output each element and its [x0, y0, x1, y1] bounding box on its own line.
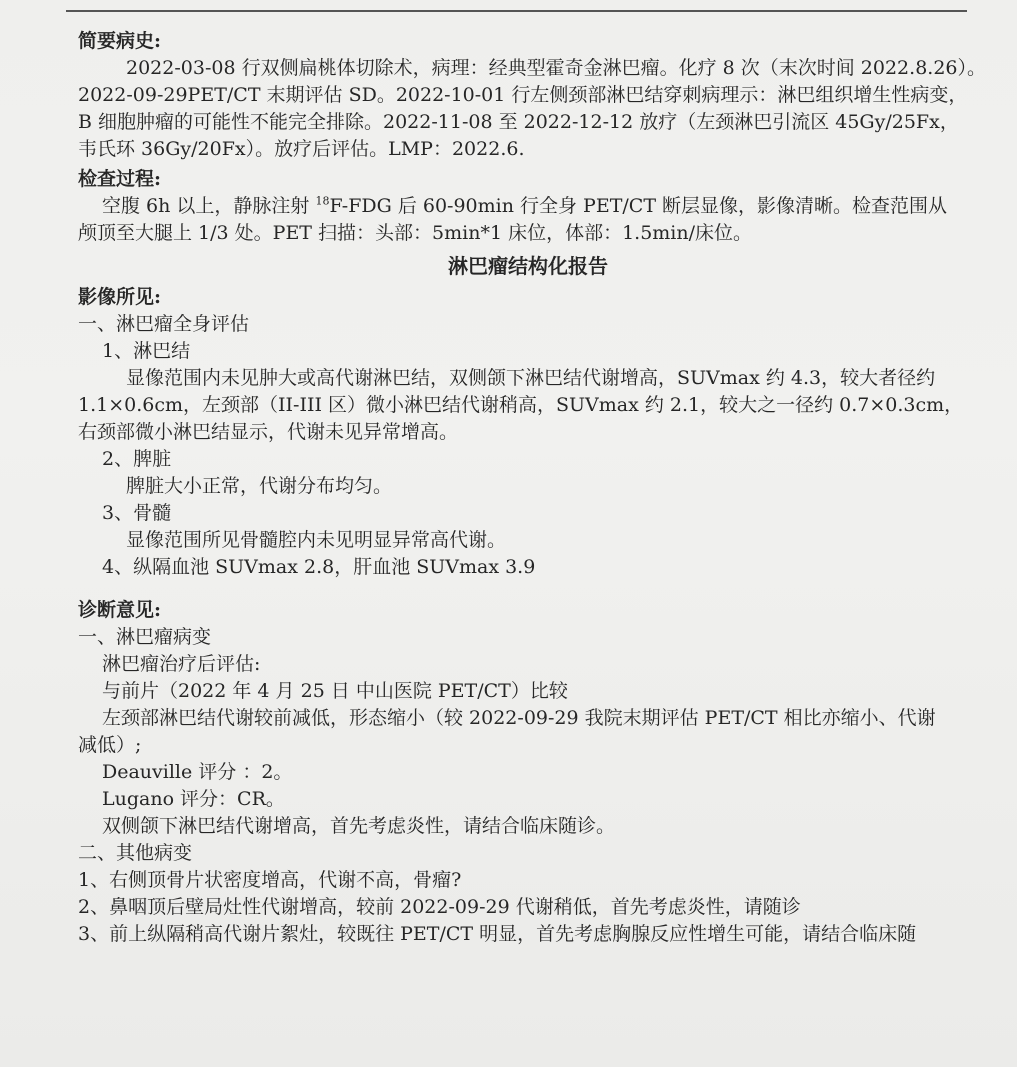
- history-heading: 简要病史:: [78, 30, 162, 52]
- procedure-line: [78, 193, 978, 220]
- lugano-score: Lugano 评分：CR。: [102, 788, 285, 810]
- diagnosis-section-2: 二、其他病变: [78, 842, 193, 864]
- findings-heading: 影像所见:: [78, 286, 162, 308]
- lymph-node-text: 右颈部微小淋巴结显示，代谢未见异常增高。: [78, 421, 459, 443]
- diagnosis-heading: 诊断意见:: [78, 599, 162, 621]
- history-line: 2022-03-08 行双侧扁桃体切除术，病理：经典型霍奇金淋巴瘤。化疗 8 次（末次时间 2022.8.26）。: [126, 57, 986, 79]
- bone-marrow-title: 3、骨髓: [102, 502, 172, 524]
- procedure-line: 颅顶至大腿上 1/3 处。PET 扫描：头部：5min*1 床位，体部：1.5min/床位。: [78, 222, 753, 244]
- report-content: [78, 28, 986, 948]
- change-text: 左颈部淋巴结代谢较前减低，形态缩小（较 2022-09-29 我院末期评估 PET/CT 相比亦缩小、代谢: [102, 707, 936, 729]
- procedure-heading: 检查过程:: [78, 168, 162, 190]
- findings-section-1: 一、淋巴瘤全身评估: [78, 313, 250, 335]
- other-lesion-item: 3、前上纵隔稍高代谢片絮灶，较既往 PET/CT 明显，首先考虑胸腺反应性增生可能，请结合临床随: [78, 923, 917, 945]
- diagnosis-section-1: 一、淋巴瘤病变: [78, 626, 212, 648]
- other-lesion-item: 1、右侧顶骨片状密度增高，代谢不高，骨瘤?: [78, 869, 462, 891]
- treatment-evaluation: 淋巴瘤治疗后评估:: [102, 653, 261, 675]
- blood-pool-text: 4、纵隔血池 SUVmax 2.8，肝血池 SUVmax 3.9: [102, 556, 536, 578]
- isotope-superscript: 18: [315, 194, 330, 208]
- spacer: [78, 581, 978, 597]
- report-title: 淋巴瘤结构化报告: [448, 254, 608, 278]
- other-lesion-item: 2、鼻咽顶后壁局灶性代谢增高，较前 2022-09-29 代谢稍低，首先考虑炎性，请随诊: [78, 896, 801, 918]
- comparison-text: 与前片（2022 年 4 月 25 日 中山医院 PET/CT）比较: [102, 680, 568, 702]
- lymph-node-text: 1.1×0.6cm，左颈部（II-III 区）微小淋巴结代谢稍高，SUVmax 约 2.1，较大之一径约 0.7×0.3cm，: [78, 394, 964, 416]
- spleen-title: 2、脾脏: [102, 448, 172, 470]
- top-border-line: [66, 10, 967, 12]
- bone-marrow-text: 显像范围所见骨髓腔内未见明显异常高代谢。: [126, 529, 507, 551]
- history-line: 2022-09-29PET/CT 末期评估 SD。2022-10-01 行左侧颈部淋巴结穿刺病理示：淋巴组织增生性病变，: [78, 84, 968, 106]
- history-line: 韦氏环 36Gy/20Fx）。放疗后评估。LMP：2022.6.: [78, 138, 525, 160]
- procedure-text: 空腹 6h 以上，静脉注射: [102, 195, 316, 217]
- lymph-node-text: 显像范围内未见肿大或高代谢淋巴结，双侧颌下淋巴结代谢增高，SUVmax 约 4.3，较大者径约: [126, 367, 936, 389]
- procedure-text: F-FDG 后 60-90min 行全身 PET/CT 断层显像，影像清晰。检查范围从: [329, 195, 948, 217]
- deauville-score: Deauville 评分 ：2。: [102, 761, 293, 783]
- lymph-node-title: 1、淋巴结: [102, 340, 191, 362]
- spleen-text: 脾脏大小正常，代谢分布均匀。: [126, 475, 393, 497]
- history-line: B 细胞肿瘤的可能性不能完全排除。2022-11-08 至 2022-12-12 放疗（左颈淋巴引流区 45Gy/25Fx，: [78, 111, 959, 133]
- change-text: 减低）;: [78, 734, 142, 756]
- submandibular-text: 双侧颌下淋巴结代谢增高，首先考虑炎性，请结合临床随诊。: [102, 815, 616, 837]
